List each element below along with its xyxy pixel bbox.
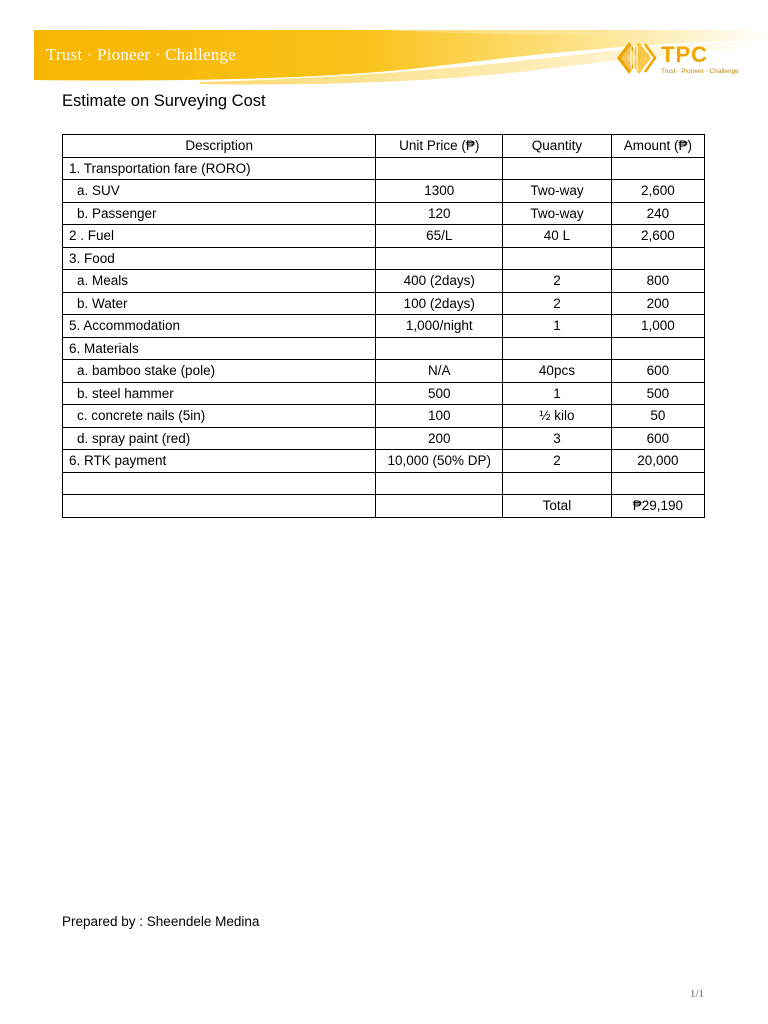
header-unit-price: Unit Price (₱) [376,135,503,158]
cell-description: 2 . Fuel [63,225,376,248]
cell-quantity: 2 [503,450,612,473]
header-quantity: Quantity [503,135,612,158]
header-banner [0,0,768,90]
cell-description: a. SUV [63,180,376,203]
cell-unit-price [376,247,503,270]
table-row [63,360,705,383]
cell-amount [611,157,704,180]
cell-description: 6. RTK payment [63,450,376,473]
cell-quantity: Two-way [503,202,612,225]
table-row [63,427,705,450]
cell-amount: 600 [611,360,704,383]
cell-unit-price: 10,000 (50% DP) [376,450,503,473]
cell-quantity: 40pcs [503,360,612,383]
cell-description: 6. Materials [63,337,376,360]
table-row [63,180,705,203]
cell-quantity: Two-way [503,180,612,203]
cell-description [63,495,376,518]
cell-description: d. spray paint (red) [63,427,376,450]
cell-unit-price: 100 (2days) [376,292,503,315]
table-row [63,472,705,495]
cell-quantity: 40 L [503,225,612,248]
cell-description: b. Water [63,292,376,315]
cell-amount [611,247,704,270]
cell-description: b. steel hammer [63,382,376,405]
cell-amount: 200 [611,292,704,315]
cell-unit-price: 65/L [376,225,503,248]
table-row [63,247,705,270]
total-amount: ₱29,190 [611,495,704,518]
cell-unit-price [376,495,503,518]
cell-quantity: 3 [503,427,612,450]
cell-amount: 800 [611,270,704,293]
cell-unit-price [376,157,503,180]
cell-description: 3. Food [63,247,376,270]
table-row [63,292,705,315]
cost-estimate-table [62,134,705,518]
table-row [63,450,705,473]
cell-unit-price: 400 (2days) [376,270,503,293]
header-description: Description [63,135,376,158]
table-row [63,337,705,360]
company-logo [615,38,745,83]
cell-quantity [503,157,612,180]
cell-description: c. concrete nails (5in) [63,405,376,428]
header-amount: Amount (₱) [611,135,704,158]
cell-description: 1. Transportation fare (RORO) [63,157,376,180]
cell-unit-price: 500 [376,382,503,405]
page-number: 1/1 [690,988,705,1000]
total-label: Total [503,495,612,518]
cell-quantity [503,472,612,495]
cell-amount: 240 [611,202,704,225]
cell-quantity: 1 [503,315,612,338]
table-row [63,225,705,248]
table-row [63,157,705,180]
cell-amount: 600 [611,427,704,450]
cell-amount: 1,000 [611,315,704,338]
cell-amount: 20,000 [611,450,704,473]
cell-unit-price: 120 [376,202,503,225]
cell-unit-price: 1300 [376,180,503,203]
document-title: Estimate on Surveying Cost [62,92,266,110]
cell-description: 5. Accommodation [63,315,376,338]
total-row [63,495,705,518]
cell-unit-price [376,337,503,360]
cell-amount [611,337,704,360]
cell-quantity: 2 [503,292,612,315]
cell-unit-price: 200 [376,427,503,450]
cell-quantity: ½ kilo [503,405,612,428]
table-row [63,315,705,338]
cell-description: a. bamboo stake (pole) [63,360,376,383]
logo-subtext: Trust · Pioneer · Challenge [661,68,739,75]
cell-quantity: 2 [503,270,612,293]
cell-unit-price: 100 [376,405,503,428]
cell-quantity [503,337,612,360]
cell-unit-price: N/A [376,360,503,383]
cell-amount: 2,600 [611,180,704,203]
cell-amount: 50 [611,405,704,428]
cell-unit-price [376,472,503,495]
tpc-diamond-logo-icon [615,38,659,78]
table-row [63,405,705,428]
cell-quantity [503,247,612,270]
cell-amount: 2,600 [611,225,704,248]
cell-quantity: 1 [503,382,612,405]
prepared-by: Prepared by : Sheendele Medina [62,914,260,929]
table-row [63,202,705,225]
table-header-row [63,135,705,158]
table-row [63,270,705,293]
cell-unit-price: 1,000/night [376,315,503,338]
cell-amount [611,472,704,495]
table-row [63,382,705,405]
logo-text: TPC [661,42,708,67]
cell-amount: 500 [611,382,704,405]
tagline: Trust · Pioneer · Challenge [46,45,236,64]
cell-description [63,472,376,495]
cell-description: a. Meals [63,270,376,293]
cell-description: b. Passenger [63,202,376,225]
